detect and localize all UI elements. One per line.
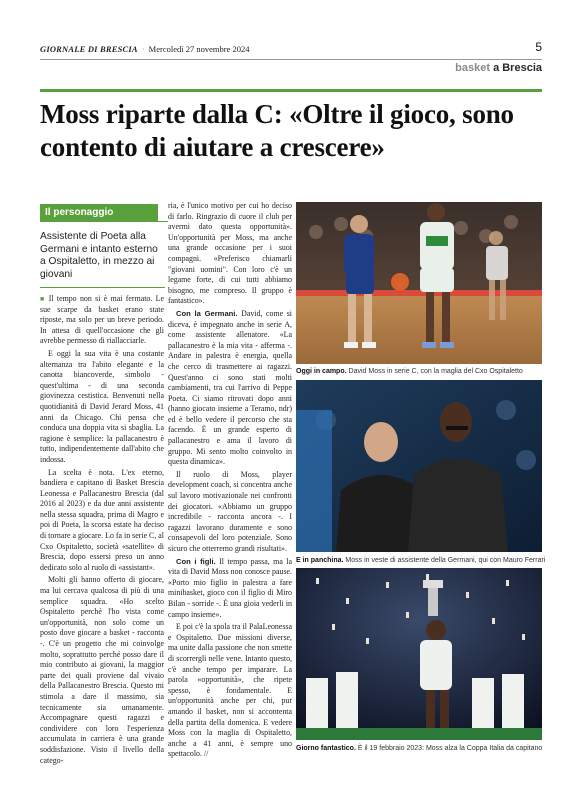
paragraph: Con la Germani. David, come si diceva, è impegnato anche in serie A, come assistente allenatore. «La pallacanestro è la mia vita - afferma -. Andare in palestra è energia, quella che cerco di trasmettere ai ragazzi. Quest'anno ci sono stati molti cambiamenti, tra cui l'arrivo di Peppe Poeta. Ci siamo ritrovati dopo anni (hanno giocato insieme a Teramo, ndr) ed è bello vedere il percorso che sta facendo. È un grande esperto di pallacanestro e ama il lavoro di gruppo. Mi sento molto coinvolto in questa dinamica». (168, 308, 292, 467)
paragraph: Molti gli hanno offerto di giocare, ma lui cercava qualcosa di più di una semplice squadra. «Ho scelto Ospitaletto perché l'ho vista come un'opportunità, non solo come un posto dove giocare a basket - racconta -. C'è un progetto che mi coinvolge molto, soprattutto perché posso dare il mio contributo ai giovani, la maggior parte dei quali proviene dal vivaio della Pallacanestro Brescia. Questo mi stimola a dare il massimo, sia tecnicamente sia umanamente. Accompagnare questi ragazzi e condividere con loro l'esperienza accumulata in carriera è una grande soddisfazione. Visto il livello della catego- (40, 575, 164, 765)
photo-trophy-celebration (296, 568, 542, 740)
bullet-icon: ■ (40, 295, 49, 303)
top-rule (40, 59, 542, 60)
paragraph: La scelta è nota. L'ex eterno, bandiera e capitano di Basket Brescia Leonessa e Pallacanestro Brescia (dal 2016 al 2023) e da due anni assistente nella stessa squadra, prima di Magro e poi di Poeta, la scorsa estate ha deciso di tornare a giocare. Lo fa in serie C, al Cxo Ospitaletto, società «satellite» di Brescia, dopo essersi preso un anno dedicato solo al ruolo di «assistant». (40, 467, 164, 572)
article-column-1 (40, 294, 164, 768)
photo-caption-1: Oggi in campo. David Moss in serie C, con la maglia del Cxo Ospitaletto (296, 368, 523, 375)
section-label (455, 62, 542, 74)
subtitle: Assistente di Poeta alla Germani e intanto esterno a Ospitaletto, in mezzo ai giovani (40, 231, 158, 280)
paragraph: ■ Il tempo non si è mai fermato. Le sue scarpe da basket erano state riposte, ma solo per un breve periodo. In attesa di quell'occasione che gli avrebbe permesso di riallacciarle. (40, 294, 164, 346)
paragraph: Il ruolo di Moss, player development coach, si concentra anche sul lavoro motivazionale nei confronti dei giocatori. «Abbiamo un gruppo incredibile - racconta ancora -. I ragazzi lavorano duramente e sono consapevoli del loro potenziale. Sono sicuro che otterremo grandi risultati». (168, 469, 292, 553)
photo-caption-2: E in panchina. Moss in veste di assistente della Germani, qui con Mauro Ferrari (296, 557, 546, 564)
paragraph: E poi c'è la spola tra il PalaLeonessa e Ospitaletto. Due missioni diverse, ma unite dalla passione che non smette di scorrergli nelle vene. Intanto questo, c'è anche tempo per imparare. La parola «opportunità», che ripete spesso, è fondamentale. E un'opportunità anche per chi, pur amando il basket, non si accontenta della partita della domenica. E vedere Moss con la maglia di Ospitaletto, anche a 41 anni, è sempre uno spettacolo. // (168, 622, 292, 759)
lead-in: Con la Germani. (176, 308, 238, 318)
section-topic: basket (455, 62, 490, 74)
paragraph: Con i figli. Il tempo passa, ma la vita di David Moss non conosce pause. «Porto mio figlio in palestra a fare minibasket, gioco con il figlio di Miro Bilan - sorride -. È una gioia vederli in campo insieme». (168, 556, 292, 619)
newspaper-name: GIORNALE DI BRESCIA (40, 44, 138, 54)
photo-bench (296, 380, 542, 552)
photo-caption-3: Giorno fantastico. È il 19 febbraio 2023: Moss alza la Coppa Italia da capitano (296, 745, 543, 752)
section-rule (40, 89, 542, 92)
page-number: 5 (535, 40, 542, 54)
photo-game-action (296, 202, 542, 364)
kicker-label: Il personaggio (40, 204, 158, 222)
section-place: a Brescia (493, 62, 542, 74)
paragraph: ria, è l'unico motivo per cui ho deciso di farlo. Ringrazio di cuore il club per avermi dato questa opportunità». Un'opportunità per Moss, ma anche una grande occasione per i suoi compagni. «Preferisco chiamarli "giovani uomini". Con loro c'è un legame forte, di cui tutti abbiamo bisogno, me compreso. Il gruppo è fantastico». (168, 201, 292, 306)
masthead: GIORNALE DI BRESCIA · Mercoledì 27 novembre 2024 5 (40, 40, 542, 54)
subtitle-rule (40, 287, 165, 288)
lead-in: Con i figli. (176, 556, 216, 566)
issue-date: Mercoledì 27 novembre 2024 (148, 44, 250, 54)
headline: Moss riparte dalla C: «Oltre il gioco, sono contento di aiutare a crescere» (40, 99, 514, 162)
paragraph: E oggi la sua vita è una costante alternanza tra l'abito elegante e la canotta biancoverde, simbolo - quest'ultima - di una seconda giovinezza cestistica. Benvenuti nella quotidianità di David Jerard Moss, 41 anni da Chicago. Chi pensa che conduca una doppia vita si sbaglia. La ragione è semplice: la pallacanestro è tutto, indipendentemente dall'abito che indossa. (40, 348, 164, 464)
kicker-rule (158, 221, 168, 222)
article-column-2 (168, 201, 292, 762)
